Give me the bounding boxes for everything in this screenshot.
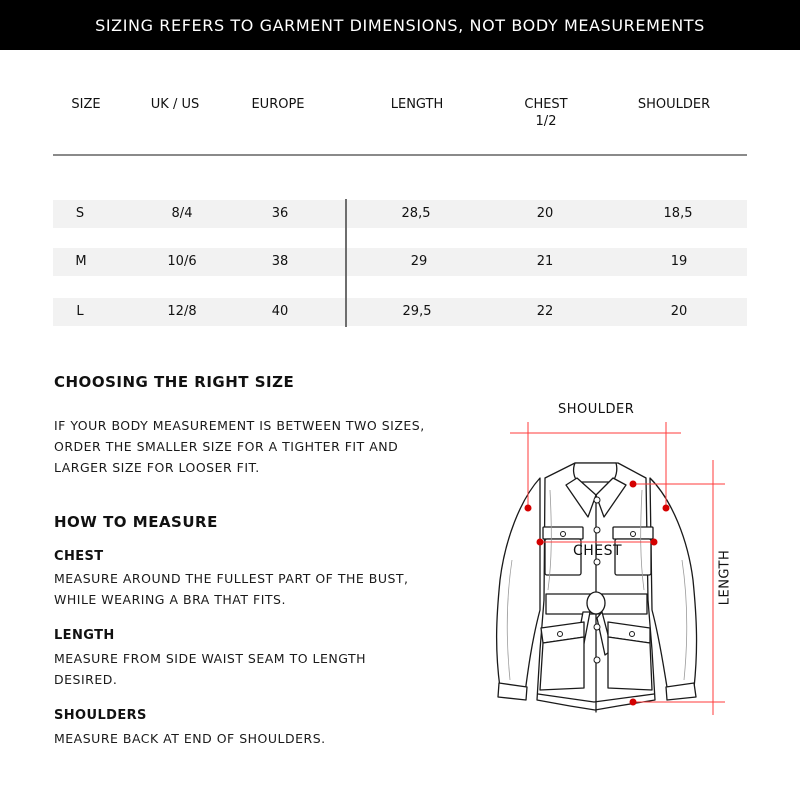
text-line: MEASURE AROUND THE FULLEST PART OF THE BUST, (54, 571, 409, 586)
text-line: MEASURE FROM SIDE WAIST SEAM TO LENGTH (54, 651, 366, 666)
column-header-label: SIZE (71, 97, 101, 112)
measure-shoulders-text (54, 728, 326, 749)
cell-europe: 40 (271, 304, 289, 319)
measure-shoulders-heading: SHOULDERS (54, 708, 147, 723)
length-measure-label: LENGTH (717, 549, 733, 606)
size-table-header (53, 96, 747, 156)
cell-size: M (75, 254, 87, 269)
cell-europe: 36 (271, 206, 289, 221)
column-header-shoulder (638, 96, 710, 113)
column-header-chest (524, 96, 567, 130)
column-header-length (391, 96, 444, 113)
cell-chest: 22 (536, 304, 554, 319)
column-group-divider (345, 199, 347, 327)
cell-length: 29,5 (402, 304, 432, 319)
jacket-measurement-diagram (480, 390, 780, 730)
cell-shoulder: 19 (670, 254, 688, 269)
shoulder-measure-label: SHOULDER (558, 402, 635, 417)
table-row-l (53, 298, 747, 326)
how-to-measure-title: HOW TO MEASURE (54, 513, 218, 531)
cell-length: 29 (410, 254, 428, 269)
column-header-label: EUROPE (251, 97, 305, 112)
column-header-label: SHOULDER (637, 97, 711, 112)
text-line: DESIRED. (54, 672, 118, 687)
cell-size: L (76, 304, 84, 319)
cell-shoulder: 18,5 (663, 206, 693, 221)
measure-length-text (54, 648, 366, 690)
measure-length-heading: LENGTH (54, 628, 115, 643)
text-line: IF YOUR BODY MEASUREMENT IS BETWEEN TWO SIZES, (54, 418, 425, 433)
text-line: LARGER SIZE FOR LOOSER FIT. (54, 460, 260, 475)
cell-uk-us: 8/4 (171, 206, 193, 221)
measure-chest-heading: CHEST (54, 549, 104, 564)
cell-uk-us: 10/6 (167, 254, 197, 269)
text-line: MEASURE BACK AT END OF SHOULDERS. (54, 731, 326, 746)
choosing-size-title: CHOOSING THE RIGHT SIZE (54, 373, 295, 391)
column-header-label: CHEST (524, 97, 568, 112)
table-row-m (53, 248, 747, 276)
chest-measure-label: CHEST (573, 543, 623, 559)
jacket-illustration-icon (480, 390, 780, 730)
column-header-size (71, 96, 100, 113)
cell-chest: 20 (536, 206, 554, 221)
sizing-notice-text: SIZING REFERS TO GARMENT DIMENSIONS, NOT BODY MEASUREMENTS (95, 15, 705, 35)
cell-europe: 38 (271, 254, 289, 269)
cell-size: S (75, 206, 85, 221)
column-header-uk-us (151, 96, 199, 113)
text-line: ORDER THE SMALLER SIZE FOR A TIGHTER FIT AND (54, 439, 399, 454)
sizing-notice-banner (0, 0, 800, 50)
table-row-s (53, 200, 747, 228)
cell-chest: 21 (536, 254, 554, 269)
choosing-size-text (54, 415, 425, 478)
text-line: WHILE WEARING A BRA THAT FITS. (54, 592, 286, 607)
measure-chest-text (54, 568, 409, 610)
cell-length: 28,5 (401, 206, 431, 221)
column-header-label: LENGTH (390, 97, 444, 112)
column-header-europe (251, 96, 304, 113)
column-header-sublabel: 1/2 (535, 114, 557, 129)
cell-shoulder: 20 (670, 304, 688, 319)
column-header-label: UK / US (150, 97, 200, 112)
header-divider (53, 154, 747, 156)
cell-uk-us: 12/8 (167, 304, 197, 319)
